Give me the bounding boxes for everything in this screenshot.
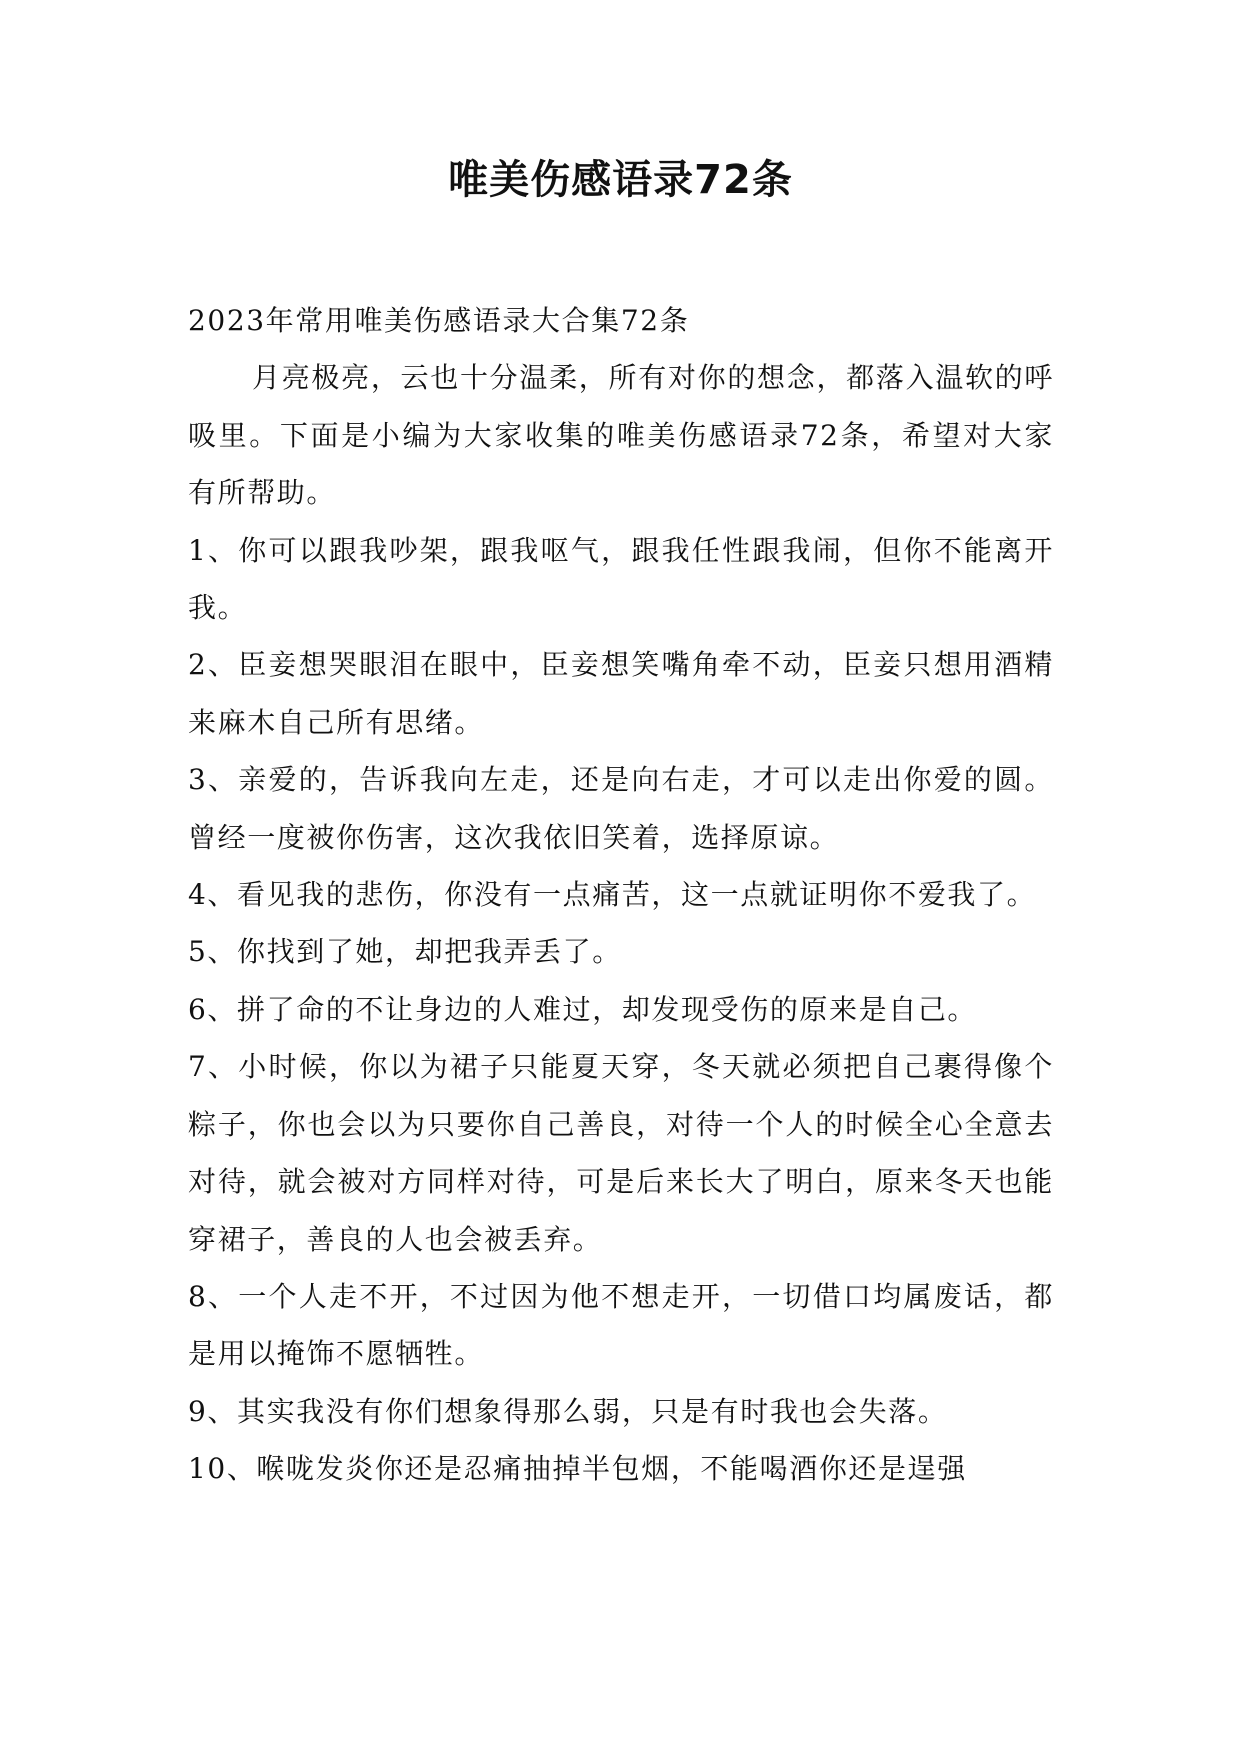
- list-item: 5、你找到了她，却把我弄丢了。: [188, 935, 622, 969]
- document-subtitle: 2023年常用唯美伤感语录大合集72条: [188, 304, 690, 337]
- list-item: 4、看见我的悲伤，你没有一点痛苦，这一点就证明你不爱我了。: [188, 878, 1037, 912]
- list-item: 10、喉咙发炎你还是忍痛抽掉半包烟，不能喝酒你还是逞强: [188, 1452, 967, 1486]
- document-body: [188, 292, 1054, 1498]
- list-item: 3、亲爱的，告诉我向左走，还是向右走，才可以走出你爱的圆。曾经一度被你伤害，这次我依旧笑着，选择原谅。: [188, 763, 1054, 854]
- list-item: 7、小时候，你以为裙子只能夏天穿，冬天就必须把自己裹得像个粽子，你也会以为只要你自己善良，对待一个人的时候全心全意去对待，就会被对方同样对待，可是后来长大了明白，原来冬天也能穿裙子，善良的人也会被丢弃。: [188, 1050, 1054, 1256]
- list-item: 1、你可以跟我吵架，跟我呕气，跟我任性跟我闹，但你不能离开我。: [188, 533, 1054, 625]
- list-item: 9、其实我没有你们想象得那么弱，只是有时我也会失落。: [188, 1394, 948, 1428]
- intro-paragraph: 月亮极亮，云也十分温柔，所有对你的想念，都落入温软的呼吸里。下面是小编为大家收集的唯美伤感语录72条，希望对大家有所帮助。: [188, 361, 1054, 510]
- list-item: 6、拼了命的不让身边的人难过，却发现受伤的原来是自己。: [188, 992, 978, 1026]
- list-item: 2、臣妾想哭眼泪在眼中，臣妾想笑嘴角牵不动，臣妾只想用酒精来麻木自己所有思绪。: [188, 648, 1054, 739]
- list-item: 8、一个人走不开，不过因为他不想走开，一切借口均属废话，都是用以掩饰不愿牺牲。: [188, 1279, 1054, 1371]
- page-title: 唯美伤感语录72条: [448, 157, 793, 203]
